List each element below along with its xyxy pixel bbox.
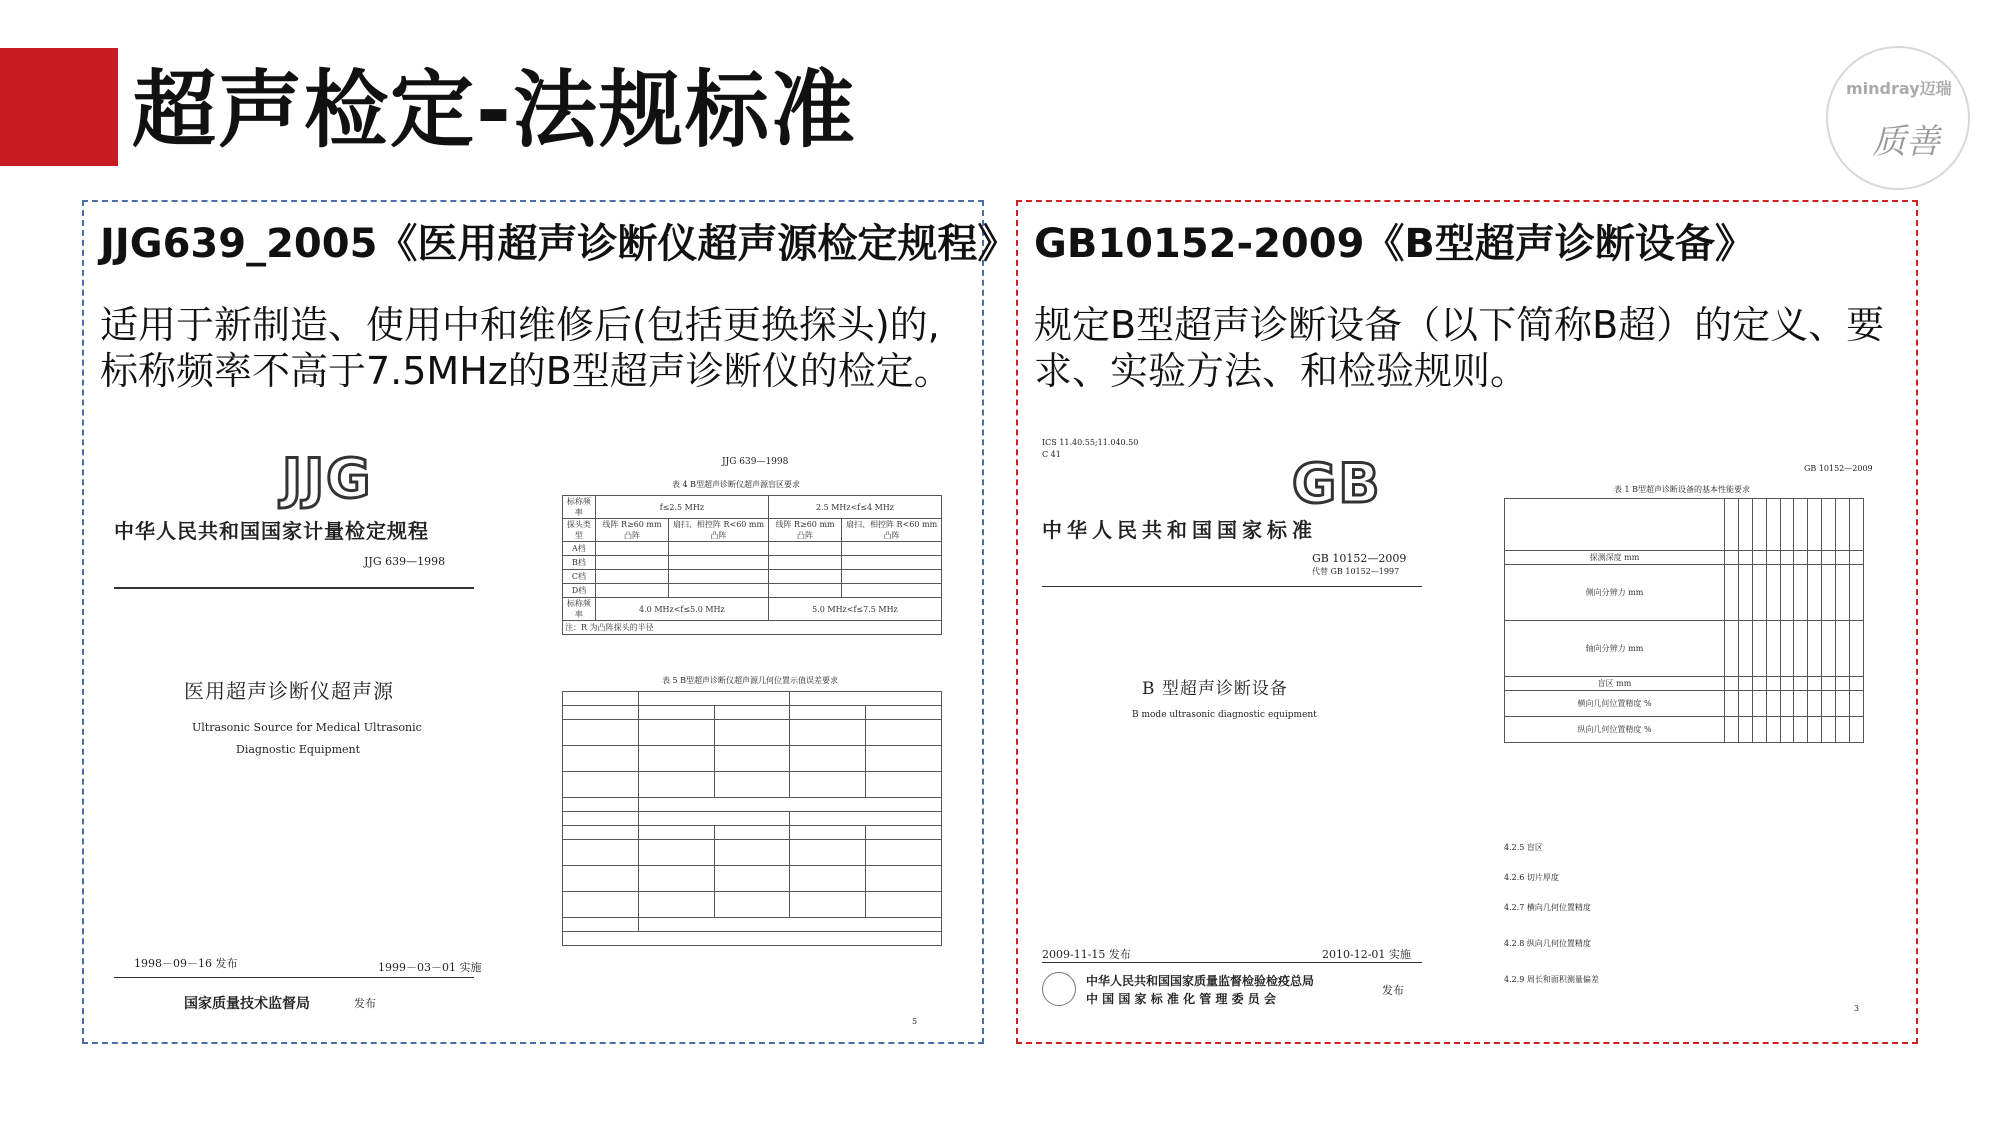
page-number: 5 <box>912 1017 918 1026</box>
cover-issue-date: 1998－09－16 发布 <box>134 957 238 970</box>
cover-bottom-rule <box>1042 962 1422 963</box>
cover-publisher-suffix: 发布 <box>354 997 376 1010</box>
cover-rule <box>1042 586 1422 587</box>
description-line: 适用于新制造、使用中和维修后(包括更换探头)的, <box>100 303 940 347</box>
table-note: 注：R 为凸阵探头的半径 <box>563 621 942 635</box>
table-cell: f≤2.5 MHz <box>595 496 768 519</box>
cover-ccs: C 41 <box>1042 450 1061 459</box>
performance-table <box>1504 498 1864 743</box>
jjg-table-page <box>562 457 942 1032</box>
table-cell: 5.0 MHz<f≤7.5 MHz <box>768 598 941 621</box>
table-cell: 探头类型 <box>563 519 596 542</box>
panel-description <box>1034 302 1904 394</box>
table-cell: 横向几何位置精度 % <box>1505 691 1725 717</box>
page-number: 3 <box>1854 1004 1860 1013</box>
slide-title: 超声检定-法规标准 <box>132 61 857 159</box>
gb-standard-panel <box>1016 200 1918 1044</box>
table-cell: A档 <box>563 542 596 556</box>
cover-english-2: Diagnostic Equipment <box>236 743 361 756</box>
table-cell: 4.0 MHz<f≤5.0 MHz <box>595 598 768 621</box>
cover-publisher-2: 中 国 国 家 标 准 化 管 理 委 员 会 <box>1086 992 1276 1006</box>
cover-english: B mode ultrasonic diagnostic equipment <box>1132 710 1317 720</box>
panel-title: JJG639_2005《医用超声诊断仪超声源检定规程》 <box>100 221 1018 267</box>
table-cell: 盲区 mm <box>1505 677 1725 691</box>
page-header: JJG 639—1998 <box>722 457 789 467</box>
section-heading: 4.2.8 纵向几何位置精度 <box>1504 939 1591 948</box>
table-cell: 标称频率 <box>563 598 596 621</box>
cover-impl-date: 1999－03－01 实施 <box>378 961 482 974</box>
gb-cover-page <box>1042 438 1462 1018</box>
table-cell: 标称频率 <box>563 496 596 519</box>
cover-number: JJG 639—1998 <box>364 555 446 568</box>
cover-ics: ICS 11.40.55;11.040.50 <box>1042 438 1139 447</box>
table-cell: 侧向分辨力 mm <box>1505 565 1725 621</box>
jjg-cover-page <box>114 447 534 1022</box>
cover-rule <box>114 587 474 589</box>
table-cell: D档 <box>563 584 596 598</box>
cover-org-title: 中华人民共和国国家计量检定规程 <box>114 519 429 543</box>
description-line: 规定B型超声诊断设备（以下简称B超）的定义、要 <box>1034 303 1885 347</box>
mindray-logo <box>1826 46 1970 190</box>
cover-issue-date: 2009-11-15 发布 <box>1042 948 1131 961</box>
cover-doc-title: 医用超声诊断仪超声源 <box>184 679 394 703</box>
panel-description <box>100 302 970 394</box>
cover-number: GB 10152—2009 <box>1312 552 1407 565</box>
logo-brand-text: mindray迈瑞 <box>1846 79 1952 98</box>
table5 <box>562 691 942 946</box>
section-heading: 4.2.7 横向几何位置精度 <box>1504 903 1591 912</box>
section-heading: 4.2.5 盲区 <box>1504 843 1543 852</box>
table-cell: 轴向分辨力 mm <box>1505 621 1725 677</box>
cover-english-1: Ultrasonic Source for Medical Ultrasonic <box>192 721 422 734</box>
description-line: 求、实验方法、和检验规则。 <box>1034 349 1529 393</box>
cover-bottom-rule <box>114 977 474 978</box>
gb-logo-mark: GB <box>1292 452 1382 515</box>
title-accent-bar <box>0 48 118 166</box>
table-caption: 表 1 B型超声诊断设备的基本性能要求 <box>1614 485 1751 494</box>
table4-caption: 表 4 B型超声诊断仪超声源盲区要求 <box>672 480 801 489</box>
section-heading: 4.2.9 周长和面积测量偏差 <box>1504 975 1599 984</box>
cover-impl-date: 2010-12-01 实施 <box>1322 948 1411 961</box>
section-heading: 4.2.6 切片厚度 <box>1504 873 1559 882</box>
panel-title: GB10152-2009《B型超声诊断设备》 <box>1034 221 1755 267</box>
cover-publisher: 国家质量技术监督局 <box>184 996 310 1012</box>
cover-org-title: 中华人民共和国国家标准 <box>1042 518 1317 542</box>
table-cell: 扇扫、相控阵 R<60 mm 凸阵 <box>669 519 769 542</box>
table-cell: 纵向几何位置精度 % <box>1505 717 1725 743</box>
cover-publisher-1: 中华人民共和国国家质量监督检验检疫总局 <box>1086 974 1315 988</box>
page-header: GB 10152—2009 <box>1804 464 1873 473</box>
table-cell: 2.5 MHz<f≤4 MHz <box>768 496 941 519</box>
description-line: 标称频率不高于7.5MHz的B型超声诊断仪的检定。 <box>100 349 952 393</box>
table5-caption: 表 5 B型超声诊断仪超声源几何位置示值误差要求 <box>662 676 839 685</box>
table-cell: 线阵 R≥60 mm 凸阵 <box>768 519 841 542</box>
logo-signature: 质善 <box>1872 122 1940 162</box>
table-cell: 探测深度 mm <box>1505 551 1725 565</box>
table4 <box>562 495 942 635</box>
table-cell: 线阵 R≥60 mm 凸阵 <box>595 519 668 542</box>
table-cell: 扇扫、相控阵 R<60 mm 凸阵 <box>842 519 942 542</box>
quality-seal-icon <box>1042 972 1076 1006</box>
cover-replaces: 代替 GB 10152—1997 <box>1312 567 1400 576</box>
cover-doc-title: B 型超声诊断设备 <box>1142 679 1288 699</box>
table-cell: C档 <box>563 570 596 584</box>
jjg-standard-panel <box>82 200 1018 1044</box>
cover-publisher-suffix: 发布 <box>1382 984 1404 997</box>
table-cell: B档 <box>563 556 596 570</box>
gb-table-page <box>1504 464 1874 1019</box>
jjg-logo-mark: JJG <box>282 447 373 510</box>
